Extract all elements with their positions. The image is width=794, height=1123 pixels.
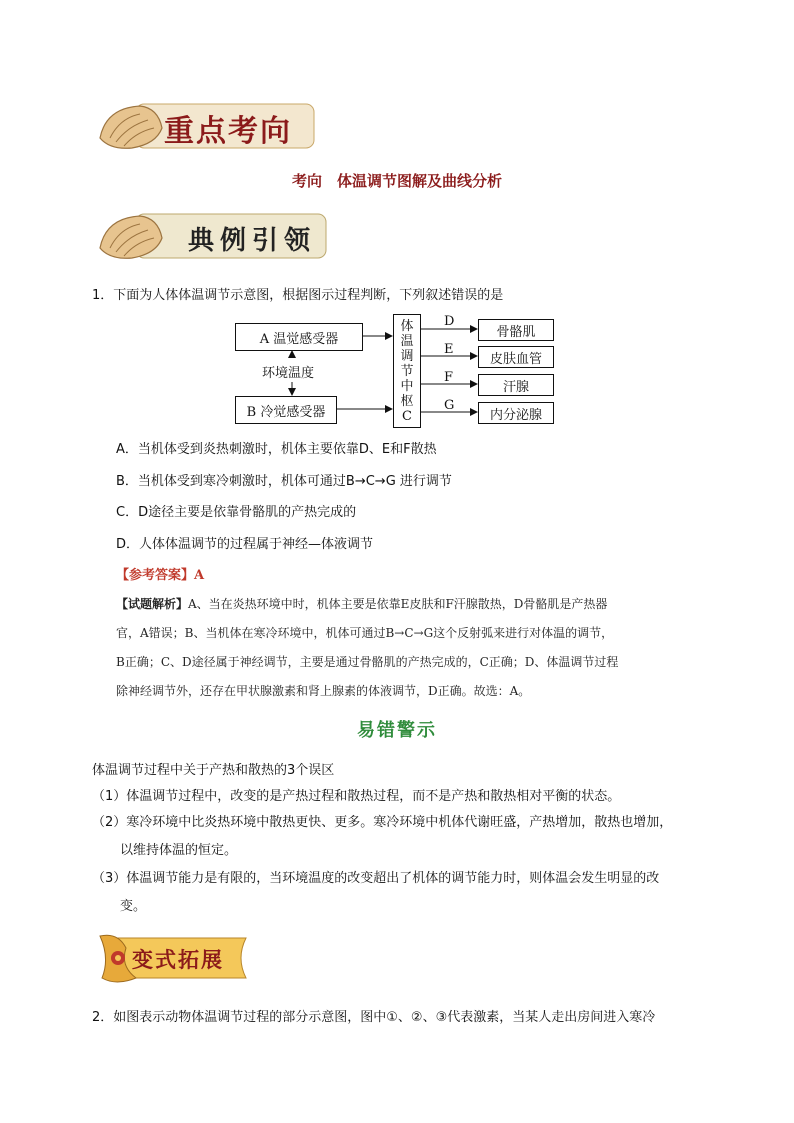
warning-item-2-cont: 以维持体温的恒定。 bbox=[120, 843, 238, 858]
answer-value: A bbox=[194, 568, 205, 583]
option-b: B．当机体受到寒冷刺激时，机体可通过B→C→G 进行调节 bbox=[116, 474, 452, 489]
path-label-f: F bbox=[444, 370, 454, 385]
box-endocrine-gland: 内分泌腺 bbox=[478, 402, 554, 424]
box-sweat-gland: 汗腺 bbox=[478, 374, 554, 396]
path-label-g: G bbox=[444, 398, 455, 413]
banner-extension bbox=[96, 928, 250, 988]
box-skin-vessel: 皮肤血管 bbox=[478, 346, 554, 368]
warning-item-3: （3）体温调节能力是有限的，当环境温度的改变超出了机体的调节能力时，则体温会发生明显的改 bbox=[92, 871, 660, 886]
analysis-block bbox=[116, 590, 706, 706]
center-char: 体 bbox=[400, 318, 414, 334]
center-char: 节 bbox=[400, 363, 414, 379]
topic-title: 考向 体温调节图解及曲线分析 bbox=[291, 172, 502, 190]
option-a: A．当机体受到炎热刺激时，机体主要依靠D、E和F散热 bbox=[116, 442, 437, 457]
question-2-stem: 2．如图表示动物体温调节过程的部分示意图，图中①、②、③代表激素，当某人走出房间进入寒冷 bbox=[92, 1010, 656, 1025]
box-skeletal-muscle: 骨骼肌 bbox=[478, 319, 554, 341]
path-label-d: D bbox=[444, 314, 455, 329]
answer-label: 【参考答案】 bbox=[116, 568, 195, 583]
box-cold-receptor: B 冷觉感受器 bbox=[235, 396, 337, 424]
analysis-label: 【试题解析】 bbox=[116, 597, 189, 611]
analysis-line: 除神经调节外，还存在甲状腺激素和肾上腺素的体液调节，D正确。故选：A。 bbox=[116, 684, 531, 698]
analysis-line: 【试题解析】A、当在炎热环境中时，机体主要是依靠E皮肤和F汗腺散热，D骨骼肌是产热器 bbox=[116, 597, 608, 611]
center-char: 温 bbox=[400, 333, 414, 349]
warning-intro: 体温调节过程中关于产热和散热的3个误区 bbox=[92, 763, 335, 778]
center-char: 中 bbox=[400, 378, 414, 394]
option-d: D．人体体温调节的过程属于神经—体液调节 bbox=[116, 537, 374, 552]
option-c: C．D途径主要是依靠骨骼肌的产热完成的 bbox=[116, 505, 357, 520]
banner-title: 变式拓展 bbox=[132, 947, 224, 972]
analysis-line: 官，A错误；B、当机体在寒冷环境中，机体可通过B→C→G这个反射弧来进行对体温的调节， bbox=[116, 626, 614, 640]
warning-item-3-cont: 变。 bbox=[120, 899, 147, 914]
question-1-stem: 1．下面为人体体温调节示意图，根据图示过程判断，下列叙述错误的是 bbox=[92, 288, 504, 303]
center-char: 调 bbox=[400, 348, 414, 364]
analysis-line: B正确；C、D途径属于神经调节，主要是通过骨骼肌的产热完成的，C正确；D、体温调节过程 bbox=[116, 655, 619, 669]
center-char: C bbox=[402, 408, 412, 424]
warning-title: 易错警示 bbox=[357, 720, 437, 741]
banner-title: 典例引领 bbox=[188, 226, 317, 256]
banner-title: 重点考向 bbox=[164, 114, 292, 149]
env-temperature-label: 环境温度 bbox=[262, 366, 315, 381]
reference-answer bbox=[116, 564, 204, 583]
warning-item-2: （2）寒冷环境中比炎热环境中散热更快、更多。寒冷环境中机体代谢旺盛，产热增加，散热也增加， bbox=[92, 815, 673, 830]
box-warm-receptor: A 温觉感受器 bbox=[235, 323, 363, 351]
path-label-e: E bbox=[444, 342, 454, 357]
center-char: 枢 bbox=[400, 393, 414, 409]
warning-item-1: （1）体温调节过程中，改变的是产热过程和散热过程，而不是产热和散热相对平衡的状态。 bbox=[92, 789, 621, 804]
